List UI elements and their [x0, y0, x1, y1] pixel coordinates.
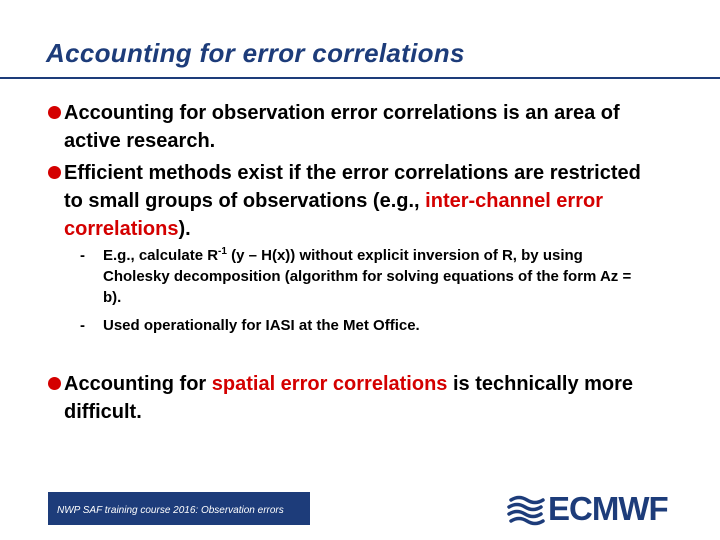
highlight-interchannel: inter-channel error correlations — [64, 190, 603, 240]
dash-icon: - — [80, 247, 85, 264]
bullet-3-text: Accounting for spatial error correlations is technically more difficult. — [64, 373, 634, 423]
highlight-spatial: spatial error correlations — [211, 373, 448, 395]
bullet-1 — [48, 99, 658, 155]
bullet-2 — [48, 159, 658, 243]
bullet-2-text: Efficient methods exist if the error correlations are restricted to small groups of observations (e.g., inter-channel error correlations). — [64, 162, 641, 240]
subbullet-1-text: E.g., calculate $R^{-1}$ (y – H(x)) without explicit inversion of R, by using Cholesky decomposition (algorithm for solving equations of the form Az = b). — [103, 246, 632, 306]
title-rule — [0, 77, 720, 79]
bullet-dot-icon — [48, 377, 61, 390]
footer-text: NWP SAF training course 2016: Observation errors — [57, 505, 284, 516]
subbullet-2-text: Used operationally for IASI at the Met Office. — [103, 317, 420, 334]
logo-text: ECMWF — [548, 490, 668, 527]
dash-icon: - — [80, 317, 85, 334]
bullet-1-text: Accounting for observation error correlations is an area of active research. — [64, 102, 620, 152]
bullet-dot-icon — [48, 106, 61, 119]
slide-title: Accounting for error correlations — [46, 38, 465, 68]
subbullet-2 — [80, 315, 650, 336]
bullet-3 — [48, 370, 658, 426]
bullet-dot-icon — [48, 166, 61, 179]
subbullet-1 — [80, 245, 650, 308]
